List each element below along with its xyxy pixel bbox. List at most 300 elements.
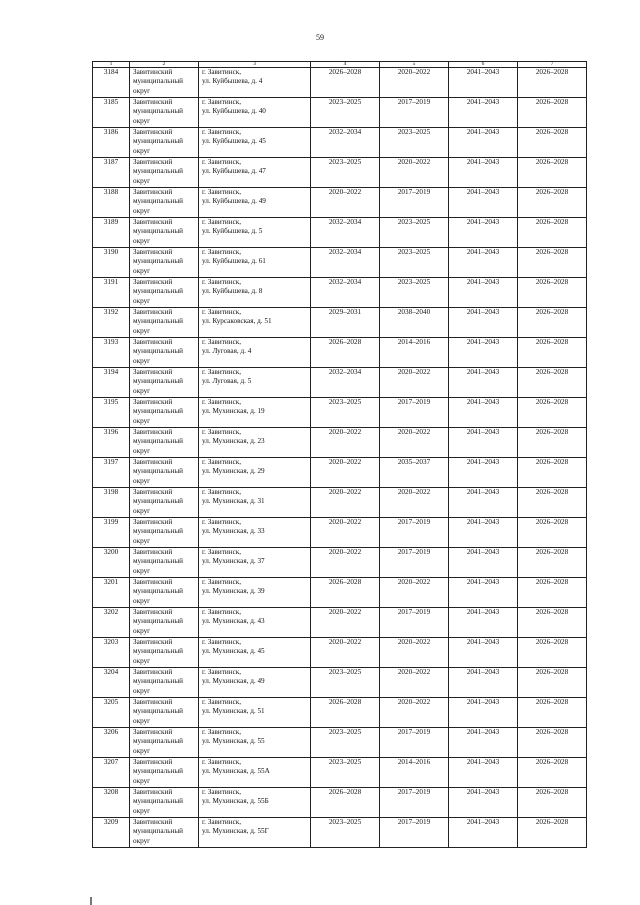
- row-number: 3194: [103, 368, 119, 376]
- period-value: 2026–2028: [535, 248, 569, 256]
- address-cell: [199, 608, 311, 638]
- period-cell: [380, 698, 449, 728]
- period-value: 2017–2019: [397, 608, 431, 616]
- period-value: 2020–2022: [397, 578, 431, 586]
- period-value: 2023–2025: [328, 398, 362, 406]
- row-number: 3197: [103, 458, 119, 466]
- address-city: г. Завитинск,: [202, 698, 242, 706]
- column-number: 4: [311, 62, 380, 68]
- row-number: 3206: [103, 728, 119, 736]
- row-number-cell: [93, 188, 130, 218]
- period-cell: [380, 668, 449, 698]
- period-cell: [518, 428, 587, 458]
- address-city: г. Завитинск,: [202, 488, 242, 496]
- period-value: 2017–2019: [397, 788, 431, 796]
- address-cell: [199, 128, 311, 158]
- district-cell: [130, 548, 199, 578]
- district-cell: [130, 278, 199, 308]
- period-cell: [380, 488, 449, 518]
- district-cell: [130, 728, 199, 758]
- period-value: 2041–2043: [466, 218, 500, 226]
- address-city: г. Завитинск,: [202, 638, 242, 646]
- period-cell: [380, 548, 449, 578]
- address-cell: [199, 158, 311, 188]
- period-cell: [311, 218, 380, 248]
- row-number: 3190: [103, 248, 119, 256]
- period-value: 2026–2028: [535, 518, 569, 526]
- period-value: 2026–2028: [535, 68, 569, 76]
- district-cell: [130, 248, 199, 278]
- district-name: Завитинский муниципальный округ: [133, 128, 184, 155]
- period-value: 2020–2022: [328, 428, 362, 436]
- period-value: 2026–2028: [535, 128, 569, 136]
- address-city: г. Завитинск,: [202, 668, 242, 676]
- period-value: 2026–2028: [535, 488, 569, 496]
- district-cell: [130, 308, 199, 338]
- period-cell: [449, 278, 518, 308]
- period-cell: [311, 698, 380, 728]
- period-value: 2023–2025: [397, 278, 431, 286]
- period-value: 2041–2043: [466, 578, 500, 586]
- period-value: 2017–2019: [397, 728, 431, 736]
- row-number-cell: [93, 518, 130, 548]
- period-cell: [518, 98, 587, 128]
- address-street: ул. Куйбышева, д. 5: [202, 227, 263, 236]
- address-cell: [199, 758, 311, 788]
- address-cell: [199, 488, 311, 518]
- period-value: 2017–2019: [397, 518, 431, 526]
- period-value: 2017–2019: [397, 98, 431, 106]
- period-cell: [311, 458, 380, 488]
- period-value: 2041–2043: [466, 668, 500, 676]
- period-value: 2026–2028: [328, 578, 362, 586]
- district-name: Завитинский муниципальный округ: [133, 788, 184, 815]
- period-value: 2038–2040: [397, 308, 431, 316]
- address-city: г. Завитинск,: [202, 788, 242, 796]
- period-cell: [518, 248, 587, 278]
- column-number: 2: [130, 62, 199, 68]
- address-street: ул. Куйбышева, д. 47: [202, 167, 266, 176]
- period-cell: [380, 368, 449, 398]
- address-city: г. Завитинск,: [202, 728, 242, 736]
- period-cell: [518, 728, 587, 758]
- district-cell: [130, 398, 199, 428]
- period-cell: [311, 638, 380, 668]
- period-cell: [311, 548, 380, 578]
- period-cell: [380, 638, 449, 668]
- row-number: 3209: [103, 818, 119, 826]
- district-name: Завитинский муниципальный округ: [133, 818, 184, 845]
- row-number: 3191: [103, 278, 119, 286]
- row-number: 3205: [103, 698, 119, 706]
- period-cell: [449, 758, 518, 788]
- column-number: 5: [380, 62, 449, 68]
- address-street: ул. Мухинская, д. 37: [202, 557, 265, 566]
- period-value: 2041–2043: [466, 428, 500, 436]
- address-cell: [199, 248, 311, 278]
- district-name: Завитинский муниципальный округ: [133, 608, 184, 635]
- address-city: г. Завитинск,: [202, 338, 242, 346]
- period-value: 2041–2043: [466, 308, 500, 316]
- period-value: 2026–2028: [535, 458, 569, 466]
- period-cell: [518, 158, 587, 188]
- address-city: г. Завитинск,: [202, 248, 242, 256]
- district-name: Завитинский муниципальный округ: [133, 68, 184, 95]
- period-cell: [449, 818, 518, 848]
- address-city: г. Завитинск,: [202, 608, 242, 616]
- period-value: 2017–2019: [397, 818, 431, 826]
- table-row: [93, 548, 587, 578]
- row-number-cell: [93, 548, 130, 578]
- period-cell: [380, 308, 449, 338]
- district-name: Завитинский муниципальный округ: [133, 668, 184, 695]
- period-value: 2032–2034: [328, 218, 362, 226]
- period-value: 2041–2043: [466, 458, 500, 466]
- address-city: г. Завитинск,: [202, 278, 242, 286]
- table-row: [93, 728, 587, 758]
- address-street: ул. Мухинская, д. 49: [202, 677, 265, 686]
- period-cell: [449, 98, 518, 128]
- period-cell: [311, 338, 380, 368]
- period-value: 2026–2028: [328, 338, 362, 346]
- period-value: 2032–2034: [328, 368, 362, 376]
- row-number: 3201: [103, 578, 119, 586]
- period-cell: [311, 308, 380, 338]
- district-cell: [130, 788, 199, 818]
- address-cell: [199, 398, 311, 428]
- period-value: 2041–2043: [466, 128, 500, 136]
- period-cell: [449, 518, 518, 548]
- period-value: 2041–2043: [466, 278, 500, 286]
- row-number: 3186: [103, 128, 119, 136]
- address-cell: [199, 698, 311, 728]
- table-row: [93, 668, 587, 698]
- district-name: Завитинский муниципальный округ: [133, 188, 184, 215]
- period-value: 2041–2043: [466, 788, 500, 796]
- period-value: 2041–2043: [466, 518, 500, 526]
- row-number-cell: [93, 158, 130, 188]
- address-cell: [199, 578, 311, 608]
- address-city: г. Завитинск,: [202, 308, 242, 316]
- district-cell: [130, 158, 199, 188]
- period-cell: [518, 608, 587, 638]
- period-cell: [380, 398, 449, 428]
- period-value: 2020–2022: [397, 428, 431, 436]
- period-value: 2032–2034: [328, 278, 362, 286]
- row-number: 3202: [103, 608, 119, 616]
- period-value: 2023–2025: [328, 758, 362, 766]
- period-value: 2026–2028: [535, 608, 569, 616]
- period-cell: [449, 428, 518, 458]
- address-cell: [199, 278, 311, 308]
- period-cell: [311, 668, 380, 698]
- address-street: ул. Куйбышева, д. 8: [202, 287, 263, 296]
- period-cell: [311, 818, 380, 848]
- address-city: г. Завитинск,: [202, 368, 242, 376]
- row-number-cell: [93, 278, 130, 308]
- period-cell: [311, 278, 380, 308]
- address-street: ул. Мухинская, д. 33: [202, 527, 265, 536]
- district-name: Завитинский муниципальный округ: [133, 398, 184, 425]
- period-value: 2041–2043: [466, 338, 500, 346]
- district-name: Завитинский муниципальный округ: [133, 518, 184, 545]
- address-cell: [199, 98, 311, 128]
- period-value: 2041–2043: [466, 98, 500, 106]
- period-cell: [380, 158, 449, 188]
- period-cell: [449, 68, 518, 98]
- period-cell: [449, 188, 518, 218]
- district-name: Завитинский муниципальный округ: [133, 428, 184, 455]
- period-value: 2041–2043: [466, 638, 500, 646]
- address-street: ул. Мухинская, д. 19: [202, 407, 265, 416]
- table-row: [93, 428, 587, 458]
- address-street: ул. Мухинская, д. 55Г: [202, 827, 269, 836]
- row-number-cell: [93, 818, 130, 848]
- table-row: [93, 278, 587, 308]
- row-number-cell: [93, 608, 130, 638]
- row-number: 3189: [103, 218, 119, 226]
- period-value: 2032–2034: [328, 128, 362, 136]
- address-city: г. Завитинск,: [202, 158, 242, 166]
- period-value: 2020–2022: [328, 608, 362, 616]
- address-cell: [199, 218, 311, 248]
- period-value: 2020–2022: [397, 668, 431, 676]
- district-cell: [130, 428, 199, 458]
- table-row: [93, 248, 587, 278]
- address-cell: [199, 188, 311, 218]
- period-value: 2041–2043: [466, 368, 500, 376]
- address-city: г. Завитинск,: [202, 398, 242, 406]
- period-cell: [518, 578, 587, 608]
- period-value: 2041–2043: [466, 398, 500, 406]
- address-cell: [199, 308, 311, 338]
- period-value: 2041–2043: [466, 548, 500, 556]
- table-row: [93, 518, 587, 548]
- period-cell: [380, 818, 449, 848]
- period-cell: [311, 578, 380, 608]
- address-cell: [199, 518, 311, 548]
- period-cell: [311, 68, 380, 98]
- period-value: 2020–2022: [328, 188, 362, 196]
- period-cell: [380, 188, 449, 218]
- period-cell: [449, 458, 518, 488]
- period-cell: [449, 638, 518, 668]
- row-number: 3203: [103, 638, 119, 646]
- period-value: 2026–2028: [535, 818, 569, 826]
- district-name: Завитинский муниципальный округ: [133, 158, 184, 185]
- period-cell: [311, 158, 380, 188]
- district-name: Завитинский муниципальный округ: [133, 578, 184, 605]
- period-value: 2020–2022: [397, 638, 431, 646]
- period-value: 2026–2028: [535, 698, 569, 706]
- row-number-cell: [93, 638, 130, 668]
- table-row: [93, 98, 587, 128]
- period-cell: [380, 428, 449, 458]
- period-value: 2026–2028: [535, 398, 569, 406]
- district-cell: [130, 818, 199, 848]
- period-value: 2020–2022: [328, 458, 362, 466]
- address-cell: [199, 428, 311, 458]
- period-value: 2026–2028: [328, 788, 362, 796]
- row-number: 3192: [103, 308, 119, 316]
- address-cell: [199, 668, 311, 698]
- address-street: ул. Курсаковская, д. 51: [202, 317, 272, 326]
- period-value: 2041–2043: [466, 608, 500, 616]
- district-name: Завитинский муниципальный округ: [133, 368, 184, 395]
- address-cell: [199, 548, 311, 578]
- district-cell: [130, 458, 199, 488]
- row-number-cell: [93, 578, 130, 608]
- table-row: [93, 338, 587, 368]
- district-cell: [130, 578, 199, 608]
- address-cell: [199, 68, 311, 98]
- district-cell: [130, 608, 199, 638]
- row-number-cell: [93, 98, 130, 128]
- period-cell: [518, 128, 587, 158]
- table-row: [93, 818, 587, 848]
- row-number-cell: [93, 728, 130, 758]
- period-cell: [311, 128, 380, 158]
- period-cell: [518, 788, 587, 818]
- district-cell: [130, 188, 199, 218]
- address-city: г. Завитинск,: [202, 818, 242, 826]
- row-number: 3200: [103, 548, 119, 556]
- district-cell: [130, 68, 199, 98]
- period-cell: [449, 548, 518, 578]
- row-number-cell: [93, 668, 130, 698]
- address-street: ул. Мухинская, д. 39: [202, 587, 265, 596]
- schedule-table: [92, 61, 587, 848]
- address-city: г. Завитинск,: [202, 68, 242, 76]
- period-value: 2026–2028: [535, 308, 569, 316]
- period-cell: [311, 98, 380, 128]
- district-name: Завитинский муниципальный округ: [133, 638, 184, 665]
- table-row: [93, 638, 587, 668]
- period-cell: [449, 308, 518, 338]
- row-number-cell: [93, 698, 130, 728]
- period-value: 2026–2028: [535, 728, 569, 736]
- period-cell: [380, 338, 449, 368]
- period-value: 2026–2028: [535, 98, 569, 106]
- address-street: ул. Луговая, д. 5: [202, 377, 252, 386]
- address-city: г. Завитинск,: [202, 758, 242, 766]
- period-cell: [380, 98, 449, 128]
- district-name: Завитинский муниципальный округ: [133, 698, 184, 725]
- row-number: 3185: [103, 98, 119, 106]
- row-number-cell: [93, 68, 130, 98]
- period-value: 2026–2028: [535, 788, 569, 796]
- table-row: [93, 128, 587, 158]
- period-value: 2017–2019: [397, 398, 431, 406]
- period-cell: [380, 68, 449, 98]
- period-value: 2017–2019: [397, 188, 431, 196]
- period-cell: [311, 428, 380, 458]
- district-cell: [130, 488, 199, 518]
- address-cell: [199, 368, 311, 398]
- period-value: 2041–2043: [466, 248, 500, 256]
- period-value: 2020–2022: [397, 368, 431, 376]
- period-cell: [518, 458, 587, 488]
- address-street: ул. Куйбышева, д. 49: [202, 197, 266, 206]
- period-value: 2041–2043: [466, 698, 500, 706]
- address-street: ул. Куйбышева, д. 45: [202, 137, 266, 146]
- district-name: Завитинский муниципальный округ: [133, 278, 184, 305]
- period-cell: [380, 128, 449, 158]
- row-number-cell: [93, 488, 130, 518]
- table-row: [93, 698, 587, 728]
- period-value: 2026–2028: [535, 158, 569, 166]
- period-value: 2026–2028: [535, 668, 569, 676]
- period-cell: [380, 278, 449, 308]
- period-value: 2023–2025: [397, 128, 431, 136]
- address-street: ул. Мухинская, д. 55Б: [202, 797, 269, 806]
- district-cell: [130, 338, 199, 368]
- period-cell: [518, 188, 587, 218]
- period-value: 2023–2025: [328, 158, 362, 166]
- column-number: 7: [518, 62, 587, 68]
- table-row: [93, 308, 587, 338]
- row-number: 3208: [103, 788, 119, 796]
- address-street: ул. Куйбышева, д. 4: [202, 77, 263, 86]
- period-cell: [518, 638, 587, 668]
- address-city: г. Завитинск,: [202, 428, 242, 436]
- table-row: [93, 608, 587, 638]
- period-value: 2023–2025: [328, 728, 362, 736]
- period-value: 2023–2025: [328, 98, 362, 106]
- district-name: Завитинский муниципальный округ: [133, 308, 184, 335]
- row-number-cell: [93, 398, 130, 428]
- period-value: 2041–2043: [466, 758, 500, 766]
- address-street: ул. Мухинская, д. 23: [202, 437, 265, 446]
- period-cell: [380, 608, 449, 638]
- address-street: ул. Мухинская, д. 31: [202, 497, 265, 506]
- district-cell: [130, 98, 199, 128]
- period-value: 2020–2022: [397, 68, 431, 76]
- period-cell: [311, 398, 380, 428]
- district-name: Завитинский муниципальный округ: [133, 458, 184, 485]
- district-name: Завитинский муниципальный округ: [133, 218, 184, 245]
- period-value: 2026–2028: [328, 68, 362, 76]
- district-cell: [130, 128, 199, 158]
- period-cell: [311, 608, 380, 638]
- table-row: [93, 188, 587, 218]
- period-value: 2026–2028: [535, 218, 569, 226]
- period-value: 2020–2022: [328, 638, 362, 646]
- district-name: Завитинский муниципальный округ: [133, 758, 184, 785]
- period-cell: [518, 68, 587, 98]
- table-row: [93, 218, 587, 248]
- period-cell: [449, 398, 518, 428]
- period-cell: [518, 488, 587, 518]
- table-body: [93, 68, 587, 848]
- period-value: 2035–2037: [397, 458, 431, 466]
- period-value: 2026–2028: [535, 548, 569, 556]
- period-cell: [518, 518, 587, 548]
- district-cell: [130, 668, 199, 698]
- row-number: 3207: [103, 758, 119, 766]
- table-row: [93, 758, 587, 788]
- table-row: [93, 68, 587, 98]
- period-cell: [518, 668, 587, 698]
- row-number: 3187: [103, 158, 119, 166]
- period-value: 2014–2016: [397, 758, 431, 766]
- period-cell: [449, 608, 518, 638]
- period-cell: [449, 128, 518, 158]
- table-row: [93, 398, 587, 428]
- period-cell: [518, 278, 587, 308]
- row-number-cell: [93, 758, 130, 788]
- row-number-cell: [93, 458, 130, 488]
